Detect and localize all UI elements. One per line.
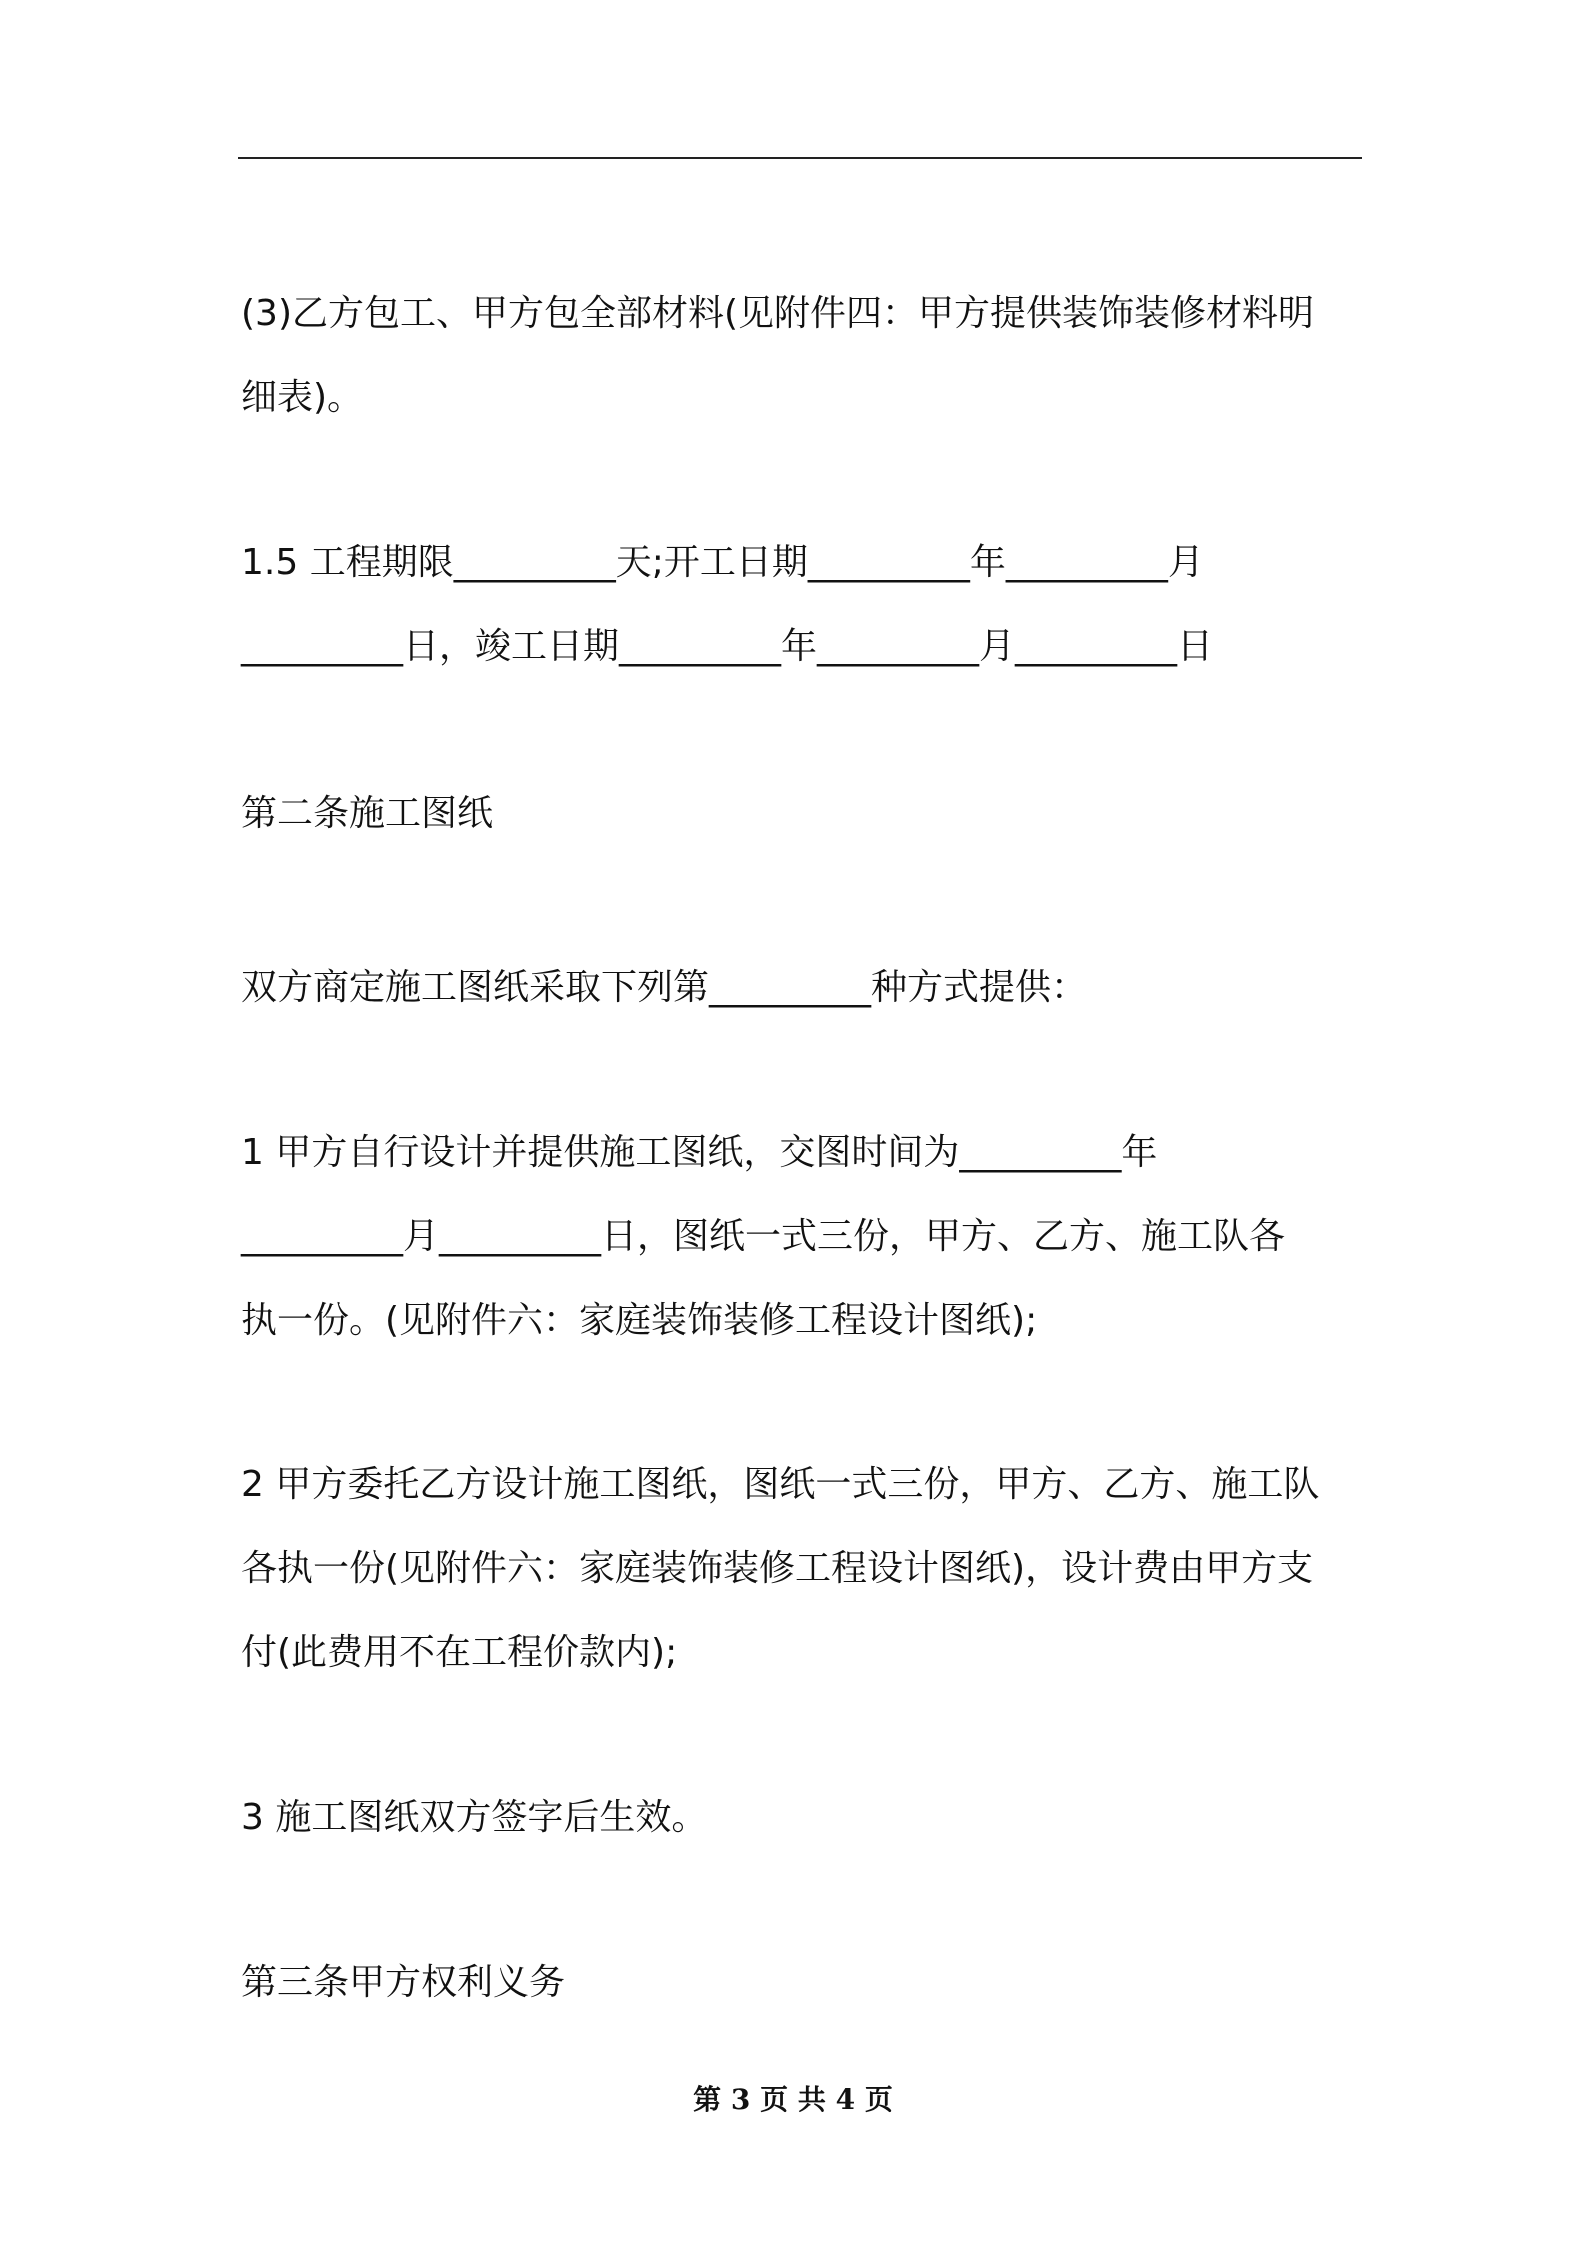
page-number-footer: 第 3 页 共 4 页 — [693, 2083, 893, 2116]
paragraph-option-1 — [241, 1111, 1363, 1363]
paragraph-line: (3)乙方包工、甲方包全部材料(见附件四：甲方提供装饰装修材料明 — [241, 293, 1315, 334]
paragraph-line: 各执一份(见附件六：家庭装饰装修工程设计图纸)，设计费由甲方支 — [241, 1548, 1314, 1589]
paragraph-schedule — [241, 521, 1363, 689]
paragraph-line: _________日，竣工日期_________年_________月_________日 — [241, 626, 1214, 667]
paragraph-option-3 — [241, 1776, 1363, 1860]
paragraph-line: 1.5 工程期限_________天;开工日期_________年_________月 — [241, 542, 1204, 583]
paragraph-line: 执一份。(见附件六：家庭装饰装修工程设计图纸); — [241, 1300, 1038, 1341]
paragraph-drawing-method — [241, 946, 1363, 1030]
paragraph-line: 细表)。 — [241, 377, 364, 418]
paragraph-materials — [241, 272, 1363, 440]
section-heading-party-a: 第三条甲方权利义务 — [241, 1962, 566, 2003]
paragraph-line: 双方商定施工图纸采取下列第_________种方式提供： — [241, 967, 1088, 1008]
paragraph-line: 3 施工图纸双方签字后生效。 — [241, 1797, 708, 1838]
paragraph-option-2 — [241, 1443, 1363, 1695]
paragraph-line: 1 甲方自行设计并提供施工图纸，交图时间为_________年 — [241, 1132, 1158, 1173]
paragraph-line: _________月_________日，图纸一式三份，甲方、乙方、施工队各 — [241, 1216, 1286, 1257]
paragraph-line: 2 甲方委托乙方设计施工图纸，图纸一式三份，甲方、乙方、施工队 — [241, 1464, 1320, 1505]
header-rule — [238, 157, 1362, 159]
section-heading-drawings: 第二条施工图纸 — [241, 793, 494, 834]
paragraph-line: 付(此费用不在工程价款内); — [241, 1632, 678, 1673]
